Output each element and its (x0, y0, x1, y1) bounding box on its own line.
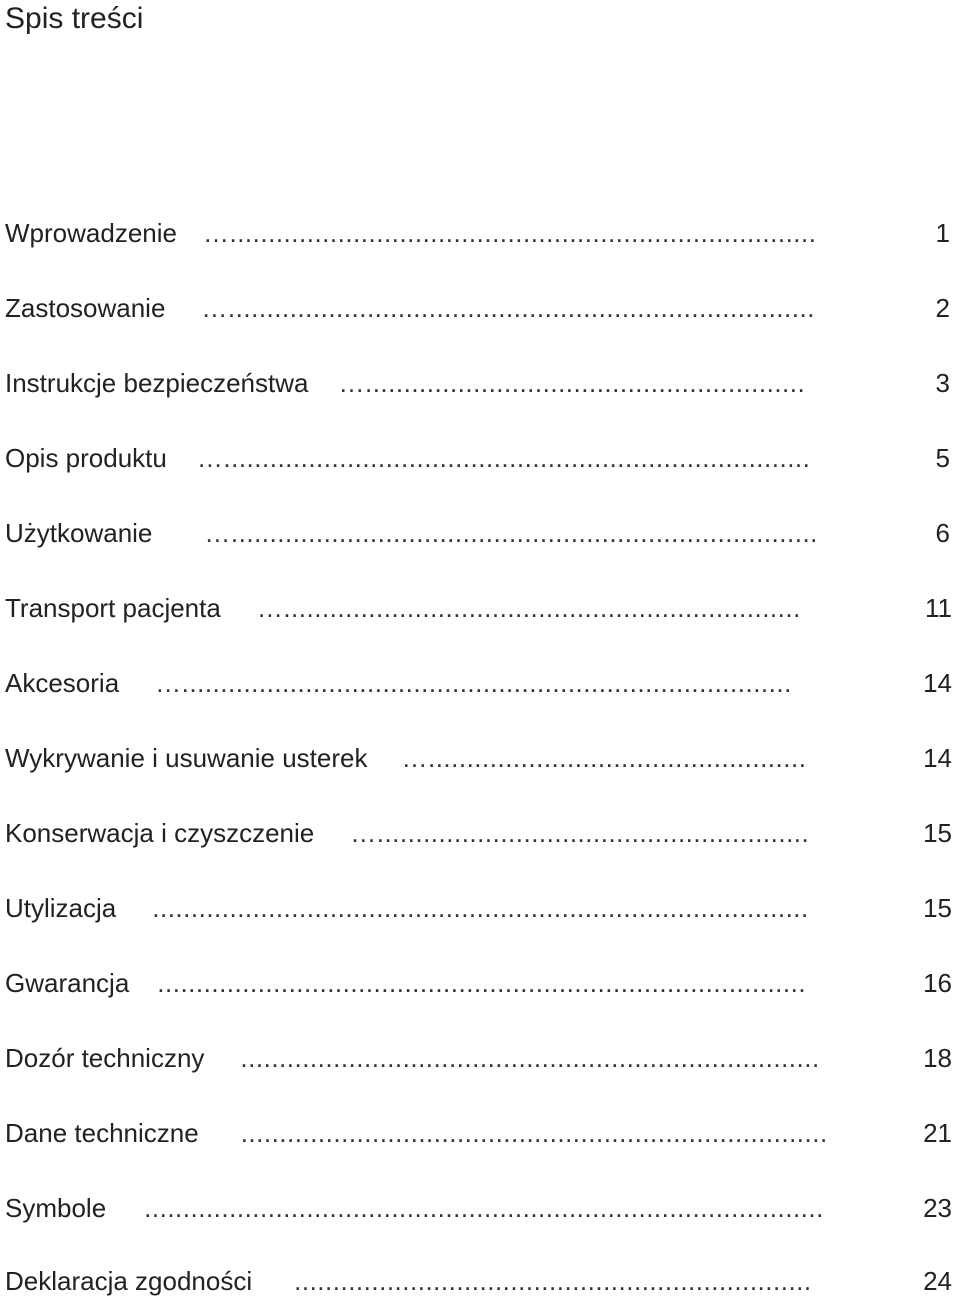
toc-entry[interactable] (5, 1038, 960, 1078)
toc-entry-page: 14 (923, 668, 952, 698)
toc-entry-label: Wykrywanie i usuwanie usterek (5, 743, 368, 773)
toc-entry-page: 14 (923, 743, 952, 773)
toc-entry-page: 2 (935, 293, 950, 323)
toc-entry-page: 3 (935, 368, 950, 398)
toc-entry[interactable] (5, 513, 960, 553)
toc-entry[interactable] (5, 363, 960, 403)
toc-entry-page: 21 (923, 1118, 952, 1148)
toc-entry[interactable] (5, 888, 960, 928)
toc-entry-page: 24 (923, 1266, 952, 1296)
toc-entry-page: 23 (923, 1193, 952, 1223)
toc-entry-label: Opis produktu (5, 443, 167, 473)
toc-entry[interactable] (5, 813, 960, 853)
toc-entry-leader: ........................................................................................ (144, 1193, 824, 1223)
toc-entry[interactable] (5, 738, 960, 778)
toc-entry-label: Symbole (5, 1193, 107, 1223)
toc-entry[interactable] (5, 1188, 960, 1228)
toc-entry-page: 15 (923, 818, 952, 848)
toc-entry[interactable] (5, 1261, 960, 1301)
toc-entry-label: Deklaracja zgodności (5, 1266, 253, 1296)
toc-entry-leader: …................................................. (401, 743, 807, 773)
toc-entry-leader: …............................................................................ (204, 518, 818, 548)
toc-entry-label: Instrukcje bezpieczeństwa (5, 368, 309, 398)
toc-entry-page: 18 (923, 1043, 952, 1073)
toc-entry-leader: ................................................................... (294, 1266, 812, 1296)
toc-entry-label: Utylizacja (5, 893, 117, 923)
toc-entry-leader: …............................................................................ (201, 293, 815, 323)
toc-entry-label: Gwarancja (5, 968, 130, 998)
toc-entry-page: 16 (923, 968, 952, 998)
toc-entry[interactable] (5, 213, 960, 253)
toc-entry-label: Dozór techniczny (5, 1043, 205, 1073)
toc-entry-leader: .................................................................................... (157, 968, 807, 998)
toc-entry-leader: ............................................................................ (240, 1118, 828, 1148)
toc-entry-label: Użytkowanie (5, 518, 153, 548)
toc-entry-page: 1 (935, 218, 950, 248)
toc-entry-leader: …............................................................................ (202, 218, 817, 248)
toc-entry-label: Transport pacjenta (5, 593, 221, 623)
toc-entry[interactable] (5, 288, 960, 328)
toc-entry[interactable] (5, 588, 960, 628)
toc-entry-page: 6 (935, 518, 950, 548)
toc-entry[interactable] (5, 963, 960, 1003)
toc-entry-page: 5 (935, 443, 950, 473)
toc-entry-leader: ........................................................................... (240, 1043, 820, 1073)
toc-entry-leader: …................................................................... (256, 593, 801, 623)
toc-entry-page: 11 (925, 593, 952, 623)
toc-entry[interactable] (5, 1113, 960, 1153)
toc-entry-leader: …......................................................... (338, 368, 806, 398)
toc-entry-leader: …............................................................................ (196, 443, 811, 473)
toc-entry-label: Zastosowanie (5, 293, 166, 323)
page-title: Spis treści (5, 2, 144, 35)
toc-entry-leader: …........................................................ (350, 818, 810, 848)
toc-entry-label: Konserwacja i czyszczenie (5, 818, 315, 848)
toc-entry-label: Wprowadzenie (5, 218, 177, 248)
toc-entry-page: 15 (923, 893, 952, 923)
toc-entry-leader: …............................................................................... (155, 668, 792, 698)
toc-entry[interactable] (5, 438, 960, 478)
toc-entry-leader: ..................................................................................... (152, 893, 809, 923)
toc-entry[interactable] (5, 663, 960, 703)
toc-entry-label: Dane techniczne (5, 1118, 199, 1148)
toc-entry-label: Akcesoria (5, 668, 120, 698)
